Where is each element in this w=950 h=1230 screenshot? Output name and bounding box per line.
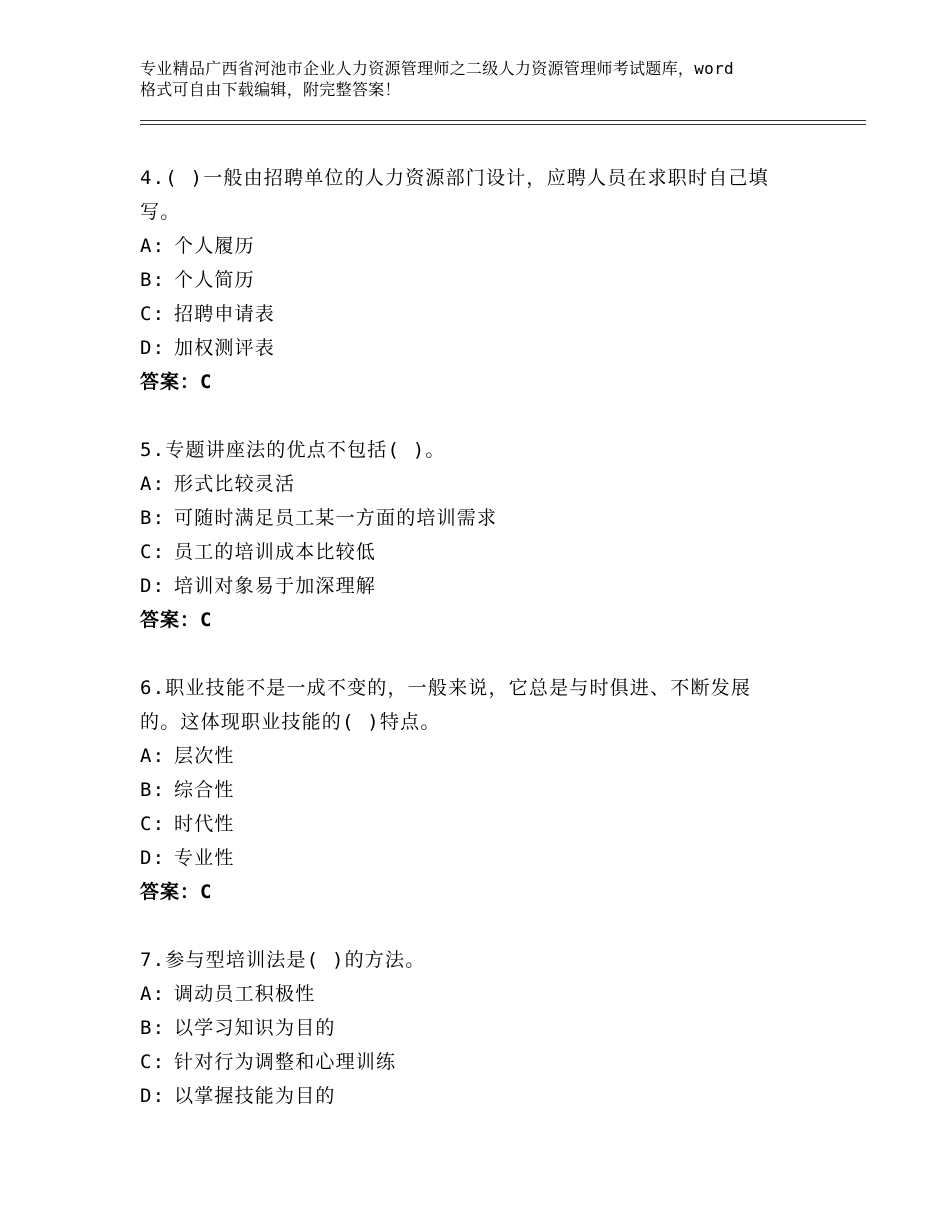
option-text: 综合性 [174, 779, 235, 801]
question-stem-line-1: 6.职业技能不是一成不变的，一般来说，它总是与时俱进、不断发展 [140, 677, 752, 699]
option-letter: C: [140, 1051, 166, 1073]
question-list [140, 161, 820, 1147]
option-text: 形式比较灵活 [174, 473, 296, 495]
option-c [140, 535, 820, 569]
option-letter: B: [140, 507, 166, 529]
option-text: 时代性 [174, 813, 235, 835]
option-letter: C: [140, 813, 166, 835]
option-text: 层次性 [174, 745, 235, 767]
option-text: 可随时满足员工某一方面的培训需求 [174, 507, 498, 529]
option-a [140, 467, 820, 501]
option-text: 个人简历 [174, 269, 255, 291]
option-letter: A: [140, 745, 166, 767]
option-b [140, 1011, 820, 1045]
option-c [140, 807, 820, 841]
option-d [140, 841, 820, 875]
option-text: 以掌握技能为目的 [174, 1085, 336, 1107]
question-stem-line-2: 的。这体现职业技能的( )特点。 [140, 711, 441, 733]
question-6 [140, 671, 820, 909]
question-stem-line-1: 5.专题讲座法的优点不包括( )。 [140, 439, 446, 461]
option-c [140, 297, 820, 331]
question-stem-line-1: 7.参与型培训法是( )的方法。 [140, 949, 426, 971]
option-letter: B: [140, 1017, 166, 1039]
option-text: 员工的培训成本比较低 [174, 541, 377, 563]
header-title-line-1: 专业精品广西省河池市企业人力资源管理师之二级人力资源管理师考试题库，word [140, 59, 734, 78]
option-letter: A: [140, 983, 166, 1005]
option-d [140, 331, 820, 365]
answer-line: 答案：C [140, 371, 213, 393]
question-5 [140, 433, 820, 637]
option-text: 加权测评表 [174, 337, 276, 359]
header-double-rule [140, 120, 866, 125]
option-b [140, 773, 820, 807]
option-text: 针对行为调整和心理训练 [174, 1051, 397, 1073]
option-letter: D: [140, 1085, 166, 1107]
option-text: 个人履历 [174, 235, 255, 257]
header-title-line-2: 格式可自由下载编辑，附完整答案！ [140, 80, 401, 99]
option-text: 调动员工积极性 [174, 983, 316, 1005]
option-letter: A: [140, 473, 166, 495]
option-letter: D: [140, 575, 166, 597]
option-letter: B: [140, 269, 166, 291]
question-7 [140, 943, 820, 1113]
question-stem-line-2: 写。 [140, 201, 181, 223]
option-c [140, 1045, 820, 1079]
option-b [140, 501, 820, 535]
option-a [140, 977, 820, 1011]
question-4 [140, 161, 820, 399]
option-letter: D: [140, 337, 166, 359]
option-b [140, 263, 820, 297]
question-stem-line-1: 4.( )一般由招聘单位的人力资源部门设计，应聘人员在求职时自己填 [140, 167, 769, 189]
option-letter: B: [140, 779, 166, 801]
option-text: 专业性 [174, 847, 235, 869]
option-text: 以学习知识为目的 [174, 1017, 336, 1039]
option-d [140, 569, 820, 603]
option-d [140, 1079, 820, 1113]
option-a [140, 739, 820, 773]
option-letter: D: [140, 847, 166, 869]
option-a [140, 229, 820, 263]
document-header [140, 58, 840, 100]
answer-line: 答案：C [140, 609, 213, 631]
option-text: 招聘申请表 [174, 303, 276, 325]
option-letter: C: [140, 541, 166, 563]
option-letter: A: [140, 235, 166, 257]
answer-line: 答案：C [140, 881, 213, 903]
option-text: 培训对象易于加深理解 [174, 575, 377, 597]
option-letter: C: [140, 303, 166, 325]
